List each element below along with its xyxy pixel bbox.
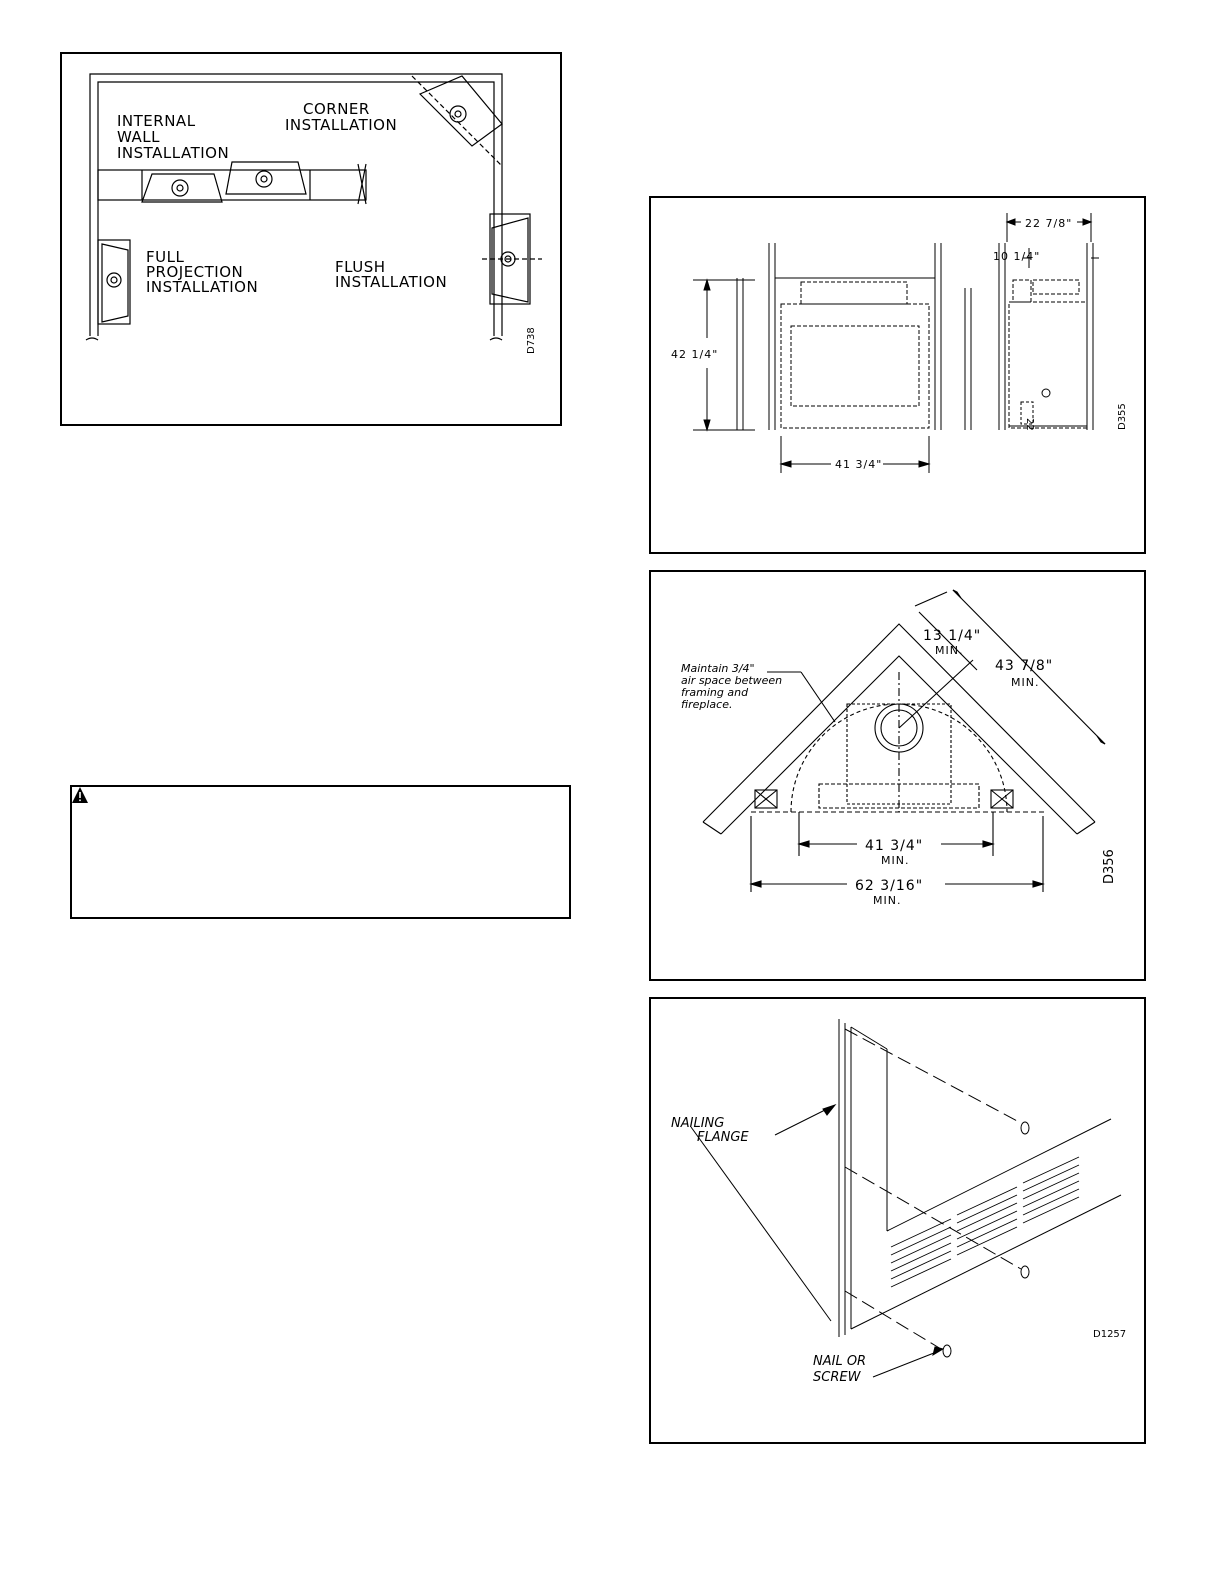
- label-full-3: INSTALLATION: [146, 278, 259, 296]
- note-line-4: fireplace.: [681, 698, 733, 711]
- dim-front-width: 41 3/4": [835, 458, 883, 471]
- figure-installation-options: [60, 52, 562, 426]
- dim-side-width: 22 7/8": [1025, 217, 1073, 230]
- dim-41-3-4-min: MIN.: [881, 854, 910, 867]
- label-nailing: NAILING: [671, 1116, 725, 1131]
- dim-height: 42 1/4": [671, 348, 719, 361]
- dim-43-7-8: 43 7/8": [995, 658, 1054, 674]
- label-nail-or: NAIL OR: [813, 1354, 867, 1369]
- label-corner-1: CORNER: [303, 100, 370, 118]
- warning-triangle-icon: [72, 787, 88, 803]
- label-flush-2: INSTALLATION: [335, 273, 448, 291]
- small-label: 22: [1024, 418, 1035, 431]
- label-internal-3: INSTALLATION: [117, 144, 230, 162]
- figure-code-d356: D356: [1102, 849, 1117, 884]
- figure-dimensions: [649, 196, 1146, 554]
- figure-corner-framing: [649, 570, 1146, 981]
- label-screw: SCREW: [813, 1370, 861, 1385]
- figure-code-d738: D738: [526, 327, 537, 354]
- note-line-3: framing and: [681, 686, 749, 699]
- figure-nailing-flange: [649, 997, 1146, 1444]
- warning-box: [70, 785, 571, 919]
- dim-62-3-16: 62 3/16": [855, 878, 924, 894]
- label-full-2: PROJECTION: [146, 263, 244, 281]
- dim-offset: 10 1/4": [993, 250, 1041, 263]
- dim-41-3-4: 41 3/4": [865, 838, 924, 854]
- dim-13-1-4-min: MIN.: [935, 644, 964, 657]
- figure-code-d355: D355: [1117, 403, 1128, 430]
- figure-code-d1257: D1257: [1093, 1329, 1127, 1340]
- label-flush-1: FLUSH: [335, 258, 386, 276]
- label-internal-2: WALL: [117, 128, 160, 146]
- note-line-2: air space between: [681, 674, 783, 687]
- label-internal-1: INTERNAL: [117, 112, 196, 130]
- installation-diagram: [62, 54, 564, 428]
- dim-43-7-8-min: MIN.: [1011, 676, 1040, 689]
- dim-62-3-16-min: MIN.: [873, 894, 902, 907]
- dim-13-1-4: 13 1/4": [923, 628, 982, 644]
- label-full-1: FULL: [146, 248, 185, 266]
- note-line-1: Maintain 3/4": [681, 662, 755, 675]
- label-flange: FLANGE: [697, 1130, 749, 1145]
- label-corner-2: INSTALLATION: [285, 116, 398, 134]
